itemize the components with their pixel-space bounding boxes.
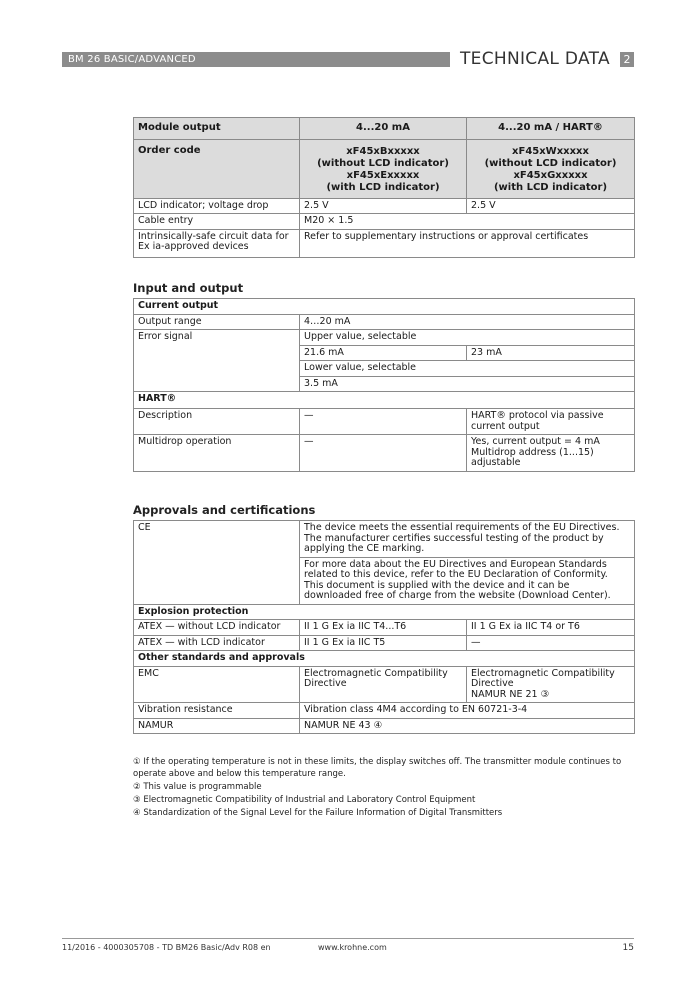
input-output-table (133, 298, 635, 472)
output-range-value: 4…20 mA (300, 314, 635, 330)
table-row (134, 330, 635, 346)
section-heading-input-output: Input and output (133, 281, 244, 295)
upper-value-label: Upper value, selectable (300, 330, 635, 346)
upper-value-basic: 21.6 mA (300, 345, 467, 361)
description-hart: HART® protocol via passive current output (467, 409, 635, 435)
multidrop-label: Multidrop operation (134, 435, 300, 472)
table-row (134, 604, 635, 620)
page-header (62, 49, 634, 70)
ce-text-2: For more data about the EU Directives and European Standards related to this device, refer to the EU Declaration of Conformity. This document is supplied with the device and it can be downloaded free of charge from the website (Download Center). (300, 557, 635, 604)
ex-circuit-value: Refer to supplementary instructions or approval certificates (300, 229, 635, 257)
table-row (134, 214, 635, 230)
footer-website: www.krohne.com (318, 943, 387, 952)
table-row (134, 409, 635, 435)
atex-without-lcd-hart: II 1 G Ex ia IIC T4 or T6 (467, 620, 635, 636)
table-row (134, 651, 635, 667)
order-code-line: (with LCD indicator) (326, 181, 440, 193)
order-code-line: (with LCD indicator) (493, 181, 608, 193)
header-chapter-number: 2 (620, 52, 634, 67)
atex-with-lcd-basic: II 1 G Ex ia IIC T5 (300, 635, 467, 651)
table-row (134, 718, 635, 734)
ce-text-1: The device meets the essential requirements of the EU Directives. The manufacturer certifies successful testing of the product by applying the CE marking. (300, 521, 635, 558)
table-row (134, 435, 635, 472)
emc-basic: Electromagnetic Compatibility Directive (300, 666, 467, 703)
header-product: BM 26 BASIC/ADVANCED (68, 54, 196, 65)
col-header-module-output: Module output (134, 118, 300, 140)
table-row (134, 521, 635, 558)
header-section-title: TECHNICAL DATA (460, 49, 610, 69)
footnote-2: ② This value is programmable (133, 782, 262, 792)
output-range-label: Output range (134, 314, 300, 330)
order-code-line: (without LCD indicator) (317, 157, 449, 169)
emc-label: EMC (134, 666, 300, 703)
lower-value: 3.5 mA (300, 376, 635, 392)
table-row (134, 299, 635, 315)
section-current-output: Current output (134, 299, 635, 315)
cable-entry-value: M20 × 1.5 (300, 214, 635, 230)
multidrop-hart: Yes, current output = 4 mA Multidrop address (1...15) adjustable (467, 435, 635, 472)
table-row (134, 635, 635, 651)
footnote-4: ④ Standardization of the Signal Level for the Failure Information of Digital Transmitters (133, 808, 503, 818)
emc-hart-directive: Electromagnetic Compatibility Directive (471, 667, 615, 689)
vibration-value: Vibration class 4M4 according to EN 60721-3-4 (300, 703, 635, 719)
table-row (134, 392, 635, 409)
description-label: Description (134, 409, 300, 435)
order-code-line: xF45xExxxxx (346, 169, 420, 181)
table-row (134, 314, 635, 330)
order-code-label: Order code (134, 139, 300, 198)
description-basic: — (300, 409, 467, 435)
footer-doc-number: 11/2016 - 4000305708 - TD BM26 Basic/Adv R08 en (62, 943, 271, 952)
lower-value-label: Lower value, selectable (300, 361, 635, 377)
footnotes (133, 756, 638, 820)
lcd-voltage-label: LCD indicator; voltage drop (134, 198, 300, 214)
section-heading-approvals: Approvals and certifications (133, 503, 316, 517)
order-code-line: xF45xBxxxxx (346, 145, 420, 157)
upper-value-hart: 23 mA (467, 345, 635, 361)
order-code-line: (without LCD indicator) (484, 157, 617, 169)
lcd-voltage-hart: 2.5 V (467, 198, 635, 214)
ce-label: CE (134, 521, 300, 605)
footer-divider (62, 938, 634, 939)
table-row (134, 118, 635, 140)
emc-hart (467, 666, 635, 703)
namur-value: NAMUR NE 43 ④ (300, 718, 635, 734)
section-explosion-protection: Explosion protection (134, 604, 635, 620)
module-output-table (133, 117, 635, 258)
atex-without-lcd-basic: II 1 G Ex ia IIC T4...T6 (300, 620, 467, 636)
multidrop-basic: — (300, 435, 467, 472)
footnote-1: ① If the operating temperature is not in these limits, the display switches off. The transmitter module continues to operate above and below this temperature range. (133, 757, 622, 779)
emc-hart-namur: NAMUR NE 21 ③ (471, 688, 550, 700)
ex-circuit-label: Intrinsically-safe circuit data for Ex ia-approved devices (134, 229, 300, 257)
atex-with-lcd-hart: — (467, 635, 635, 651)
atex-without-lcd-label: ATEX — without LCD indicator (134, 620, 300, 636)
order-code-basic (300, 139, 467, 198)
section-other-standards: Other standards and approvals (134, 651, 635, 667)
error-signal-label: Error signal (134, 330, 300, 392)
col-header-hart: 4...20 mA / HART® (467, 118, 635, 140)
footnote-3: ③ Electromagnetic Compatibility of Industrial and Laboratory Control Equipment (133, 795, 476, 805)
table-row (134, 666, 635, 703)
section-hart: HART® (134, 392, 635, 409)
table-row (134, 229, 635, 257)
order-code-line: xF45xGxxxxx (513, 169, 588, 181)
lcd-voltage-basic: 2.5 V (300, 198, 467, 214)
namur-label: NAMUR (134, 718, 300, 734)
order-code-hart (467, 139, 635, 198)
table-row (134, 198, 635, 214)
approvals-table (133, 520, 635, 734)
table-row (134, 703, 635, 719)
table-row (134, 620, 635, 636)
atex-with-lcd-label: ATEX — with LCD indicator (134, 635, 300, 651)
vibration-label: Vibration resistance (134, 703, 300, 719)
footer-page-number: 15 (622, 943, 634, 953)
table-row (134, 139, 635, 198)
cable-entry-label: Cable entry (134, 214, 300, 230)
col-header-4-20: 4...20 mA (300, 118, 467, 140)
order-code-line: xF45xWxxxxx (512, 145, 589, 157)
